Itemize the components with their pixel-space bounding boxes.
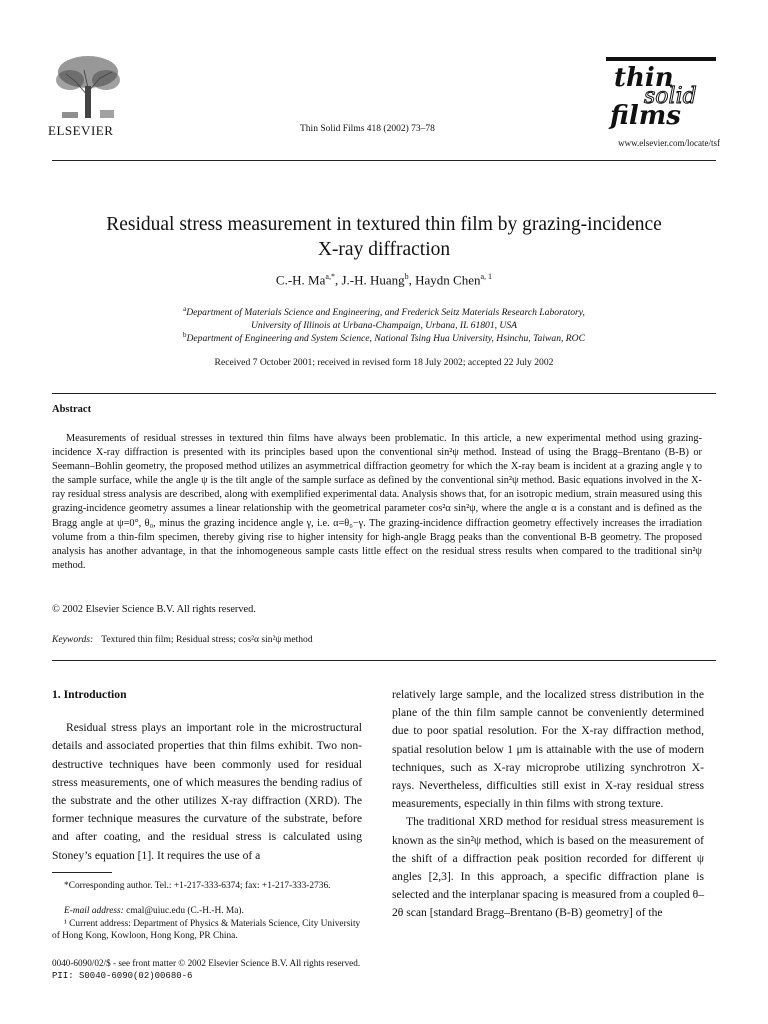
right-column xyxy=(392,686,704,923)
author-affiliation-mark: a,* xyxy=(325,272,335,281)
email-address: cmal@uiuc.edu (C.-H.-H. Ma). xyxy=(126,906,244,916)
copyright-line: © 2002 Elsevier Science B.V. All rights reserved. xyxy=(52,604,256,615)
journal-logo-solid: solid xyxy=(644,84,697,109)
journal-citation: Thin Solid Films 418 (2002) 73–78 xyxy=(300,124,435,134)
left-column xyxy=(52,686,362,865)
abstract-heading: Abstract xyxy=(52,404,92,415)
email-label: E-mail address: xyxy=(64,906,124,916)
affiliation-a: $^a$Department of Materials Science and Engineering, and Frederick Seitz Materials Research Laboratory, University of Illinois at Urbana-Champaign, Urbana, IL 61801, USA xyxy=(52,303,716,332)
author-name: Haydn Chen xyxy=(415,272,481,288)
abstract-rule-top xyxy=(52,393,716,394)
affiliation-b: $^b$Department of Engineering and System Science, National Tsing Hua University, Hsinchu, Taiwan, ROC xyxy=(183,331,585,345)
article-title xyxy=(52,212,716,262)
front-matter-line: 0040-6090/02/$ - see front matter © 2002 Elsevier Science B.V. All rights reserved. xyxy=(52,958,361,968)
title-line-1: Residual stress measurement in textured thin film by grazing-incidence xyxy=(106,214,662,235)
keywords-label: Keywords: xyxy=(52,634,94,645)
journal-logo xyxy=(606,57,716,135)
elsevier-tree-logo xyxy=(48,52,128,120)
journal-logo-thin: thin xyxy=(614,63,674,93)
body-paragraph: The traditional XRD method for residual stress measurement is known as the sin²ψ method, which is based on the measurement of the shift of a diffraction peak position recorded for different ψ angles [2,3]. In this approach, a specific diffraction plane is selected and the interplanar spacing is measured from a coupled θ–2θ scan [standard Bragg–Brentano (B-B) geometry] of the xyxy=(392,815,704,920)
affiliation-a-line-2: University of Illinois at Urbana-Champaign, Urbana, IL 61801, USA xyxy=(250,320,518,332)
header-rule xyxy=(52,160,716,161)
title-line-2: X-ray diffraction xyxy=(317,239,451,260)
body-paragraph: relatively large sample, and the localized stress distribution in the plane of the thin film sample cannot be conveniently determined due to poor spatial resolution. For the X-ray diffraction method, spatial resolution below 1 μm is attainable with the use of modern techniques, such as X-ray microprobe utilizing synchrotron X-rays. Nevertheless, difficulties still exist in X-ray residual stress measurements, especially in thin films with strong texture. xyxy=(392,688,704,811)
journal-url: www.elsevier.com/locate/tsf xyxy=(618,138,720,148)
author-name: C.-H. Ma xyxy=(275,272,326,288)
author-affiliation-mark: a, 1 xyxy=(480,272,493,281)
tree-icon xyxy=(48,52,128,120)
body-paragraph: Residual stress plays an important role in the microstructural details and associated properties that thin films exhibit. Two non-destructive techniques have been commonly used for residual stress measurements, one of which measures the bending radius of the substrate and the other utilizes X-ray diffraction (XRD). The former technique measures the curvature of the substrate, before and after coating, and the residual stress is calculated using Stoney’s equation [1]. It requires the use of a xyxy=(52,721,362,862)
footnote-corresponding: *Corresponding author. Tel.: +1-217-333-6374; fax: +1-217-333-2736. xyxy=(64,881,331,891)
journal-logo-films: films xyxy=(610,101,681,131)
section-heading: 1. Introduction xyxy=(52,688,127,701)
footnote-email xyxy=(52,905,362,917)
pii-line: PII: S0040-6090(02)00680-6 xyxy=(52,971,193,981)
page-header xyxy=(48,52,720,152)
publisher-name: ELSEVIER xyxy=(48,123,114,138)
author-affiliation-mark: b xyxy=(404,272,409,281)
author-list: C.-H. $Ma^{a,*}$, J.-H. Huang$^b$, Haydn Chen$^{a, 1}$ xyxy=(275,272,493,288)
keywords xyxy=(52,634,313,645)
author-name: J.-H. Huang xyxy=(341,272,405,288)
abstract-rule-bottom xyxy=(52,660,716,661)
affiliation-a-line-1: Department of Materials Science and Engineering, and Frederick Seitz Materials Research Laboratory, xyxy=(186,307,585,319)
footnote-rule xyxy=(52,872,112,873)
abstract-text: Measurements of residual stresses in textured thin films have always been problematic. In this article, a new experimental method using grazing-incidence X-ray diffraction is presented with its principles based upon the conventional sin²ψ method. Instead of using the Bragg–Brentano (B-B) or Seemann–Bohlin geometry, the proposed method utilizes an asymmetrical diffraction geometry for which the X-ray beam is incident at a grazing angle γ to the sample surface, while the angle ψ is the tilt angle of the sample surface as defined by the conventional sin²ψ method. Basic equations involved in the X-ray residual stress analysis are described, along with exemplified experimental data. Analysis shows that, for an isotropic medium, strain measured using this grazing-incidence geometry assumes a linear relationship with the geometrical parameter cos²α sin²ψ, where the angle α is a constant and is defined as the Bragg angle at ψ=0°, θ₀, minus the grazing incidence angle γ, i.e. α=θ₀−γ. The grazing-incidence diffraction geometry effectively increases the irradiation volume from a thin-film specimen, thereby giving rise to higher intensity for high-angle Bragg peaks than the conventional B-B geometry. The proposed analysis has another advantage, in that the inhomogeneous sample casts little effect on the residual stress results when compared to the traditional sin²ψ method. xyxy=(52,433,702,571)
received-dates: Received 7 October 2001; received in revised form 18 July 2002; accepted 22 July 2002 xyxy=(214,357,554,368)
keywords-text: Textured thin film; Residual stress; cos²α sin²ψ method xyxy=(101,634,313,645)
affiliation-b-text: Department of Engineering and System Science, National Tsing Hua University, Hsinchu, Taiwan, ROC xyxy=(186,333,585,345)
footnote-current-address: ¹ Current address: Department of Physics & Materials Science, City University of Hong Kong, Kowloon, Hong Kong, PR China. xyxy=(52,919,361,942)
